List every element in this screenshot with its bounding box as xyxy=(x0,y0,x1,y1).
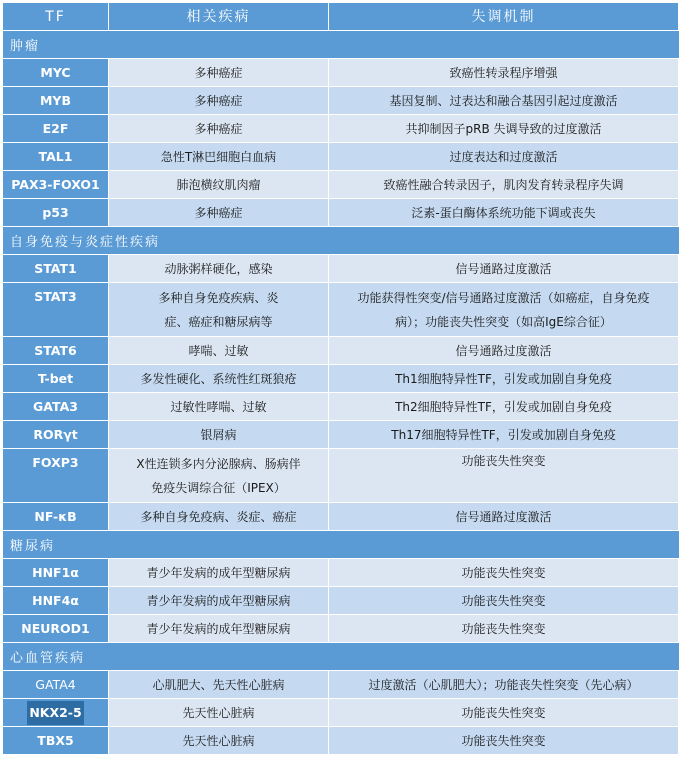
mechanism-cell: 致癌性转录程序增强 xyxy=(329,59,679,87)
disease-cell: 先天性心脏病 xyxy=(109,727,329,755)
disease-cell: 急性T淋巴细胞白血病 xyxy=(109,143,329,171)
tf-name: T-bet xyxy=(3,365,109,393)
disease-cell: 哮喘、过敏 xyxy=(109,337,329,365)
table-row xyxy=(3,727,679,755)
tf-name: HNF4α xyxy=(3,587,109,615)
disease-cell: 多种癌症 xyxy=(109,115,329,143)
table-row xyxy=(3,365,679,393)
disease-cell: 肺泡横纹肌肉瘤 xyxy=(109,171,329,199)
tf-name-text: NKX2-5 xyxy=(27,701,83,725)
mechanism-cell: 功能丧失性突变 xyxy=(329,559,679,587)
tf-name: RORγt xyxy=(3,421,109,449)
mechanism-cell: 功能获得性突变/信号通路过度激活（如癌症，自身免疫病）；功能丧失性突变（如高IgE综合征） xyxy=(329,283,679,337)
mechanism-cell: 过度表达和过度激活 xyxy=(329,143,679,171)
table-row xyxy=(3,337,679,365)
disease-cell: 青少年发病的成年型糖尿病 xyxy=(109,615,329,643)
section-title-tumor: 肿瘤 xyxy=(3,31,679,59)
table-row xyxy=(3,115,679,143)
disease-cell: 多种自身免疫疾病、炎症、癌症和糖尿病等 xyxy=(109,283,329,337)
header-mechanism: 失调机制 xyxy=(329,3,679,31)
tf-name: GATA4 xyxy=(3,671,109,699)
disease-cell: 动脉粥样硬化，感染 xyxy=(109,255,329,283)
mechanism-cell: Th17细胞特异性TF，引发或加剧自身免疫 xyxy=(329,421,679,449)
tf-name: STAT3 xyxy=(3,283,109,337)
table-row xyxy=(3,87,679,115)
table-row xyxy=(3,199,679,227)
mechanism-cell: 基因复制、过表达和融合基因引起过度激活 xyxy=(329,87,679,115)
section-title-cardiovascular: 心血管疾病 xyxy=(3,643,679,671)
mechanism-cell: Th2细胞特异性TF，引发或加剧自身免疫 xyxy=(329,393,679,421)
disease-cell: 过敏性哮喘、过敏 xyxy=(109,393,329,421)
mechanism-cell: 共抑制因子pRB 失调导致的过度激活 xyxy=(329,115,679,143)
tf-name: GATA3 xyxy=(3,393,109,421)
mechanism-cell: 功能丧失性突变 xyxy=(329,699,679,727)
table-row xyxy=(3,421,679,449)
tf-name: STAT6 xyxy=(3,337,109,365)
mechanism-cell: 信号通路过度激活 xyxy=(329,503,679,531)
disease-cell: 多种自身免疫病、炎症、癌症 xyxy=(109,503,329,531)
section-title-diabetes: 糖尿病 xyxy=(3,531,679,559)
mechanism-cell: 致癌性融合转录因子，肌肉发育转录程序失调 xyxy=(329,171,679,199)
disease-cell: 多种癌症 xyxy=(109,87,329,115)
disease-cell: 青少年发病的成年型糖尿病 xyxy=(109,587,329,615)
section-title-autoimmune: 自身免疫与炎症性疾病 xyxy=(3,227,679,255)
tf-name: NEUROD1 xyxy=(3,615,109,643)
disease-cell: 青少年发病的成年型糖尿病 xyxy=(109,559,329,587)
tf-disease-table xyxy=(3,3,679,755)
tf-name-highlighted xyxy=(3,699,109,727)
mechanism-cell: 信号通路过度激活 xyxy=(329,337,679,365)
tf-name: TAL1 xyxy=(3,143,109,171)
tf-name: MYB xyxy=(3,87,109,115)
table-row xyxy=(3,671,679,699)
table-row xyxy=(3,143,679,171)
table-row xyxy=(3,283,679,337)
table-row xyxy=(3,699,679,727)
table-row xyxy=(3,503,679,531)
disease-cell: 心肌肥大、先天性心脏病 xyxy=(109,671,329,699)
mechanism-cell: 功能丧失性突变 xyxy=(329,615,679,643)
mechanism-cell: 信号通路过度激活 xyxy=(329,255,679,283)
table-row xyxy=(3,587,679,615)
mechanism-cell: Th1细胞特异性TF，引发或加剧自身免疫 xyxy=(329,365,679,393)
tf-name: STAT1 xyxy=(3,255,109,283)
mechanism-cell: 功能丧失性突变 xyxy=(329,587,679,615)
mechanism-cell: 过度激活（心肌肥大）；功能丧失性突变（先心病） xyxy=(329,671,679,699)
tf-name: E2F xyxy=(3,115,109,143)
tf-name: MYC xyxy=(3,59,109,87)
header-disease: 相关疾病 xyxy=(109,3,329,31)
mechanism-cell: 泛素-蛋白酶体系统功能下调或丧失 xyxy=(329,199,679,227)
header-tf: TF xyxy=(3,3,109,31)
table-row xyxy=(3,559,679,587)
table-row xyxy=(3,393,679,421)
disease-cell: 多发性硬化、系统性红斑狼疮 xyxy=(109,365,329,393)
mechanism-cell: 功能丧失性突变 xyxy=(329,449,679,503)
disease-cell: 先天性心脏病 xyxy=(109,699,329,727)
table-row xyxy=(3,449,679,503)
disease-cell: 多种癌症 xyxy=(109,199,329,227)
table-row xyxy=(3,59,679,87)
tf-name: NF-κB xyxy=(3,503,109,531)
table-row xyxy=(3,171,679,199)
disease-cell: X性连锁多内分泌腺病、肠病伴免疫失调综合征（IPEX） xyxy=(109,449,329,503)
tf-name: HNF1α xyxy=(3,559,109,587)
mechanism-cell: 功能丧失性突变 xyxy=(329,727,679,755)
table-row xyxy=(3,615,679,643)
disease-cell: 多种癌症 xyxy=(109,59,329,87)
tf-name: TBX5 xyxy=(3,727,109,755)
tf-name: FOXP3 xyxy=(3,449,109,503)
table-row xyxy=(3,255,679,283)
table-header xyxy=(3,3,679,31)
tf-name: PAX3-FOXO1 xyxy=(3,171,109,199)
disease-cell: 银屑病 xyxy=(109,421,329,449)
tf-name: p53 xyxy=(3,199,109,227)
